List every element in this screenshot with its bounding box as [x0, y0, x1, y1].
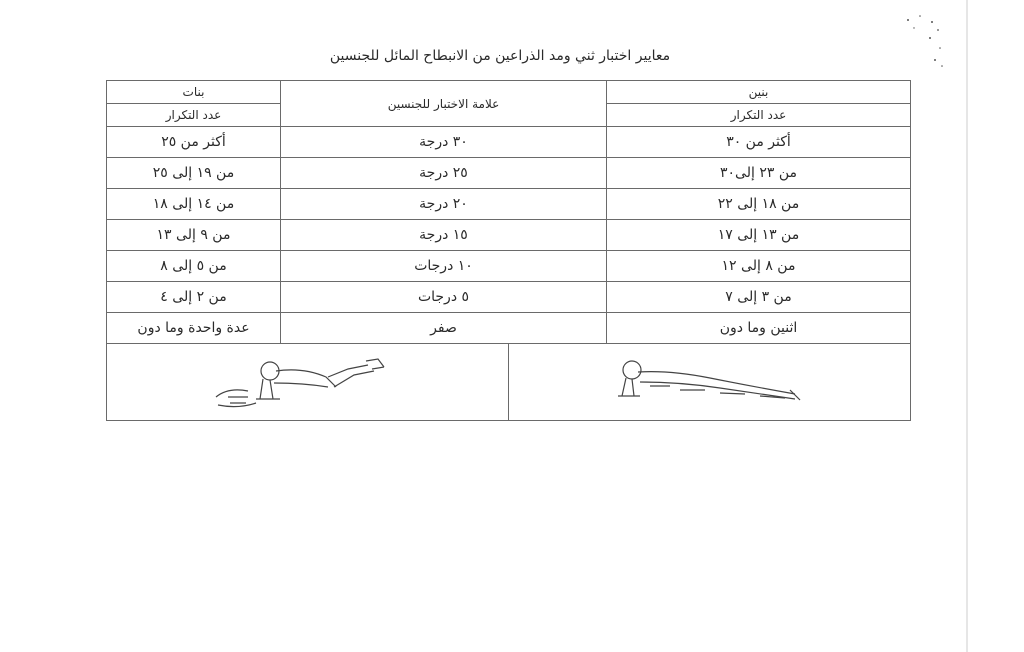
mark-cell: ٢٠ درجة	[281, 189, 607, 220]
page-edge	[966, 0, 968, 652]
mark-cell: صفر	[281, 313, 607, 344]
illustration-row	[107, 344, 911, 421]
boys-cell: من ٢٣ إلى٣٠	[607, 158, 911, 189]
document-title: معايير اختبار ثني ومد الذراعين من الانبطاح المائل للجنسين	[329, 48, 671, 64]
girls-cell: من ١٤ إلى ١٨	[107, 189, 281, 220]
table-row	[107, 158, 911, 189]
header-girls: بنات	[107, 81, 281, 104]
girls-cell: عدة واحدة وما دون	[107, 313, 281, 344]
table-row	[107, 282, 911, 313]
boys-illustration	[509, 344, 910, 420]
table-row	[107, 127, 911, 158]
mark-cell: ٥ درجات	[281, 282, 607, 313]
table-row	[107, 313, 911, 344]
boys-cell: اثنين وما دون	[607, 313, 911, 344]
girls-cell: أكثر من ٢٥	[107, 127, 281, 158]
boys-cell: من ٨ إلى ١٢	[607, 251, 911, 282]
scan-speckles	[900, 8, 960, 78]
push-up-full-icon	[610, 352, 810, 412]
girls-cell: من ٥ إلى ٨	[107, 251, 281, 282]
mark-cell: ١٠ درجات	[281, 251, 607, 282]
criteria-table	[106, 80, 911, 421]
header-girls-repetitions: عدد التكرار	[107, 104, 281, 127]
mark-cell: ٢٥ درجة	[281, 158, 607, 189]
table-header-row	[107, 81, 911, 104]
boys-cell: من ٣ إلى ٧	[607, 282, 911, 313]
girls-illustration	[107, 344, 509, 420]
girls-cell: من ٩ إلى ١٣	[107, 220, 281, 251]
girls-cell: من ١٩ إلى ٢٥	[107, 158, 281, 189]
header-boys-repetitions: عدد التكرار	[607, 104, 911, 127]
table-row	[107, 220, 911, 251]
push-up-knee-icon	[208, 347, 408, 417]
table-row	[107, 251, 911, 282]
mark-cell: ١٥ درجة	[281, 220, 607, 251]
boys-cell: من ١٣ إلى ١٧	[607, 220, 911, 251]
header-mark: علامة الاختبار للجنسين	[281, 81, 607, 127]
boys-cell: أكثر من ٣٠	[607, 127, 911, 158]
mark-cell: ٣٠ درجة	[281, 127, 607, 158]
girls-cell: من ٢ إلى ٤	[107, 282, 281, 313]
header-boys: بنين	[607, 81, 911, 104]
table-row	[107, 189, 911, 220]
boys-cell: من ١٨ إلى ٢٢	[607, 189, 911, 220]
